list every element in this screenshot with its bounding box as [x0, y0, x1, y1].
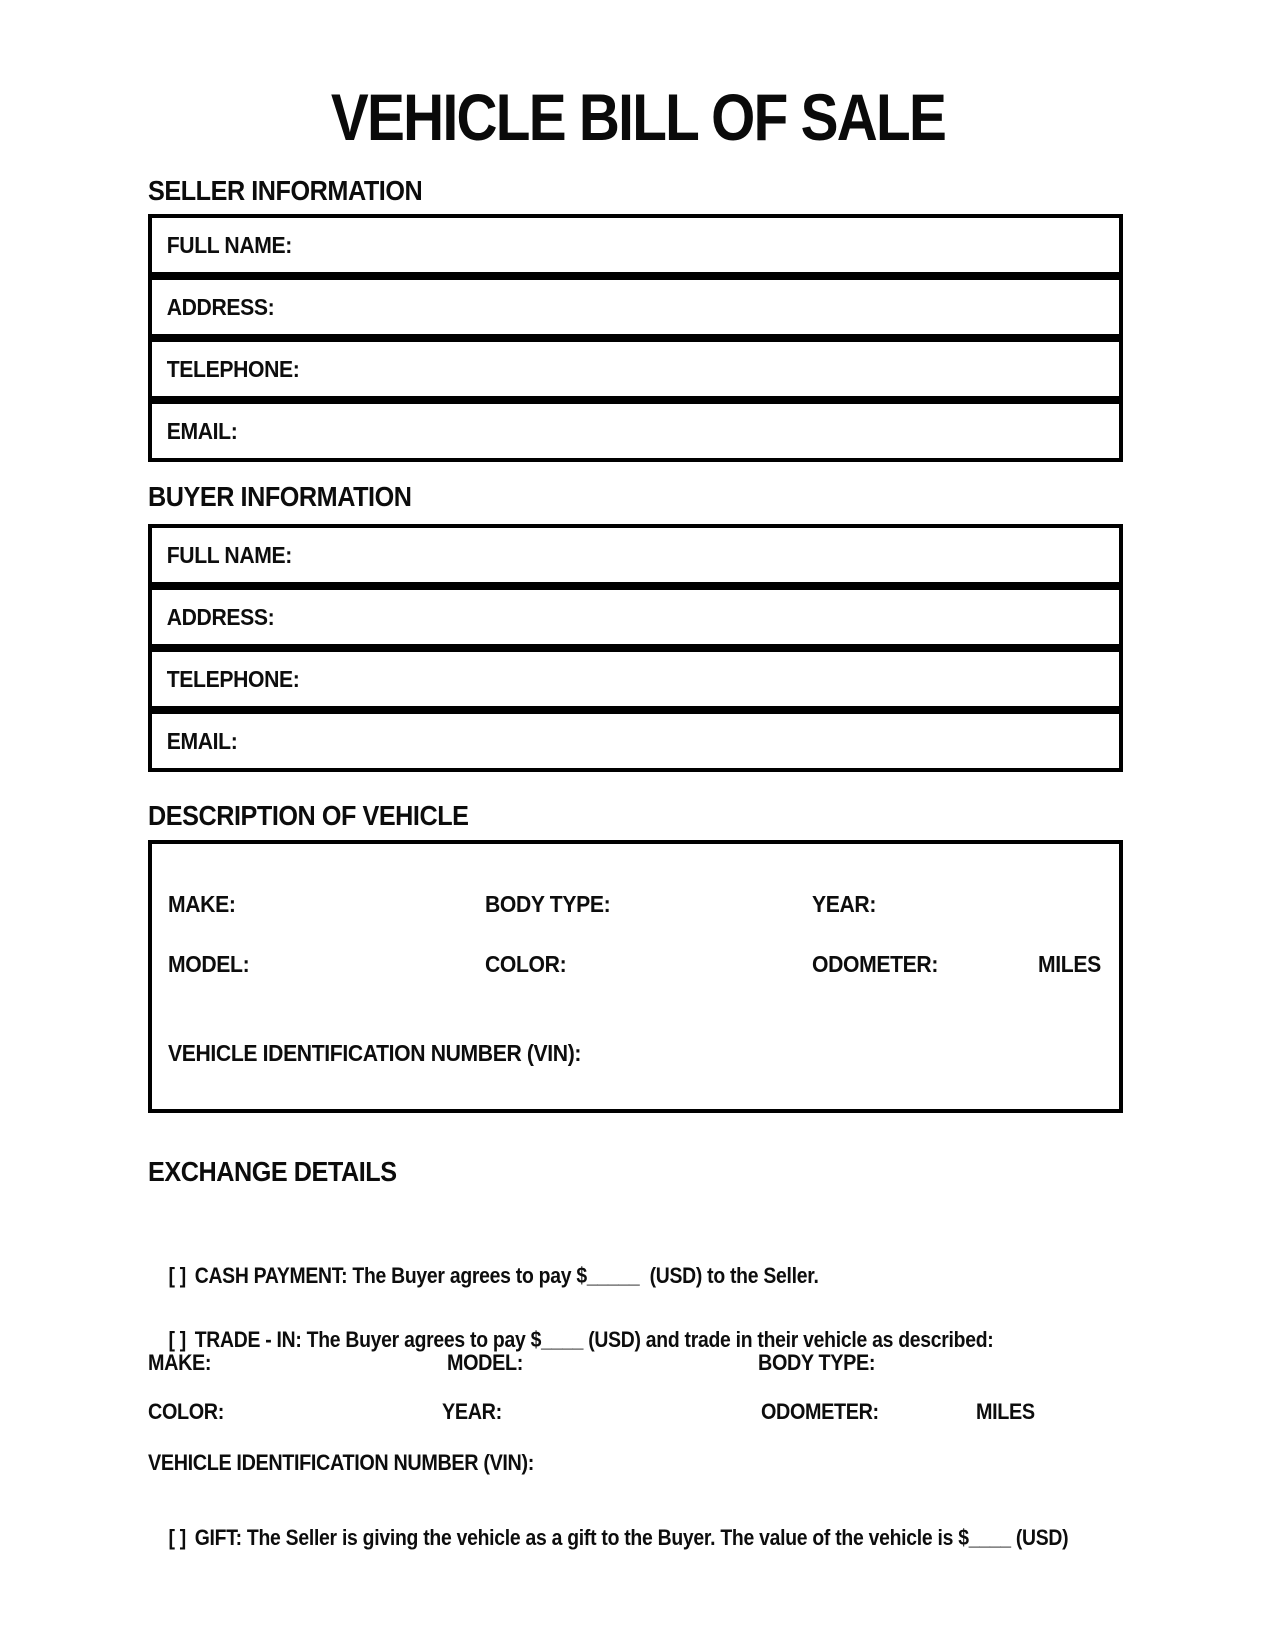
trade-vin-label: VEHICLE IDENTIFICATION NUMBER (VIN): — [148, 1450, 534, 1475]
gift-text: GIFT: The Seller is giving the vehicle as a gift to the Buyer. The value of the vehicle is $____ (USD) — [194, 1525, 1069, 1550]
trade-make-field[interactable] — [148, 1350, 438, 1384]
vehicle-body-type-label: BODY TYPE: — [485, 891, 611, 917]
seller-email-row — [148, 400, 1123, 462]
cash-payment-checkbox[interactable]: [ ] — [168, 1263, 186, 1288]
seller-address-label: ADDRESS: — [166, 293, 275, 320]
vehicle-model-field[interactable] — [168, 951, 468, 991]
trade-model-field[interactable] — [447, 1350, 747, 1384]
trade-odometer-label: ODOMETER: — [761, 1399, 879, 1424]
buyer-section-heading: BUYER INFORMATION — [148, 481, 412, 512]
buyer-telephone-row — [148, 648, 1123, 710]
seller-info-box — [148, 214, 1123, 462]
trade-body-type-field[interactable] — [758, 1350, 1098, 1384]
trade-color-label: COLOR: — [148, 1399, 224, 1424]
trade-body-type-label: BODY TYPE: — [758, 1350, 876, 1375]
vehicle-body-type-field[interactable] — [485, 891, 785, 931]
seller-fullname-row — [148, 214, 1123, 276]
buyer-email-label: EMAIL: — [166, 727, 238, 754]
buyer-address-input[interactable] — [285, 590, 1119, 644]
exchange-section-heading: EXCHANGE DETAILS — [148, 1156, 397, 1187]
vehicle-odometer-label: ODOMETER: — [812, 951, 938, 977]
buyer-address-label: ADDRESS: — [166, 603, 275, 630]
gift-checkbox[interactable]: [ ] — [168, 1525, 186, 1550]
vehicle-section-heading: DESCRIPTION OF VEHICLE — [148, 800, 469, 831]
trade-year-label: YEAR: — [442, 1399, 502, 1424]
buyer-email-input[interactable] — [245, 714, 1119, 768]
vehicle-year-label: YEAR: — [812, 891, 876, 917]
vehicle-color-label: COLOR: — [485, 951, 567, 977]
seller-fullname-label: FULL NAME: — [166, 231, 292, 258]
trade-odometer-field[interactable] — [761, 1399, 966, 1433]
vehicle-color-field[interactable] — [485, 951, 785, 991]
vehicle-make-field[interactable] — [168, 891, 468, 931]
seller-telephone-row — [148, 338, 1123, 400]
trade-miles-label: MILES — [976, 1399, 1035, 1424]
trade-in-checkbox[interactable]: [ ] — [168, 1327, 186, 1352]
vehicle-description-box — [148, 840, 1123, 1113]
vehicle-miles-label: MILES — [1038, 951, 1101, 977]
trade-year-field[interactable] — [442, 1399, 752, 1433]
buyer-info-box — [148, 524, 1123, 772]
buyer-fullname-label: FULL NAME: — [166, 541, 292, 568]
vehicle-model-label: MODEL: — [168, 951, 250, 977]
seller-email-label: EMAIL: — [166, 417, 238, 444]
seller-address-input[interactable] — [285, 280, 1119, 334]
trade-in-text: TRADE - IN: The Buyer agrees to pay $____ (USD) and trade in their vehicle as described: — [194, 1327, 994, 1352]
trade-color-field[interactable] — [148, 1399, 433, 1433]
vehicle-year-field[interactable] — [812, 891, 1102, 931]
trade-model-label: MODEL: — [447, 1350, 523, 1375]
seller-address-row — [148, 276, 1123, 338]
page-title: VEHICLE BILL OF SALE — [330, 80, 946, 154]
seller-telephone-label: TELEPHONE: — [166, 355, 300, 382]
buyer-fullname-input[interactable] — [304, 528, 1119, 582]
seller-section-heading: SELLER INFORMATION — [148, 175, 423, 206]
buyer-telephone-label: TELEPHONE: — [166, 665, 300, 692]
gift-option — [148, 1500, 1068, 1575]
seller-telephone-input[interactable] — [312, 342, 1119, 396]
vehicle-vin-field[interactable] — [168, 1040, 1108, 1080]
seller-fullname-input[interactable] — [304, 218, 1119, 272]
vehicle-odometer-field[interactable] — [812, 951, 1027, 991]
buyer-telephone-input[interactable] — [312, 652, 1119, 706]
vehicle-vin-label: VEHICLE IDENTIFICATION NUMBER (VIN): — [168, 1040, 582, 1066]
vehicle-miles-unit — [1038, 951, 1118, 991]
seller-email-input[interactable] — [245, 404, 1119, 458]
trade-vin-field[interactable] — [148, 1450, 1088, 1484]
trade-make-label: MAKE: — [148, 1350, 212, 1375]
cash-payment-text: CASH PAYMENT: The Buyer agrees to pay $_____ (USD) to the Seller. — [194, 1263, 819, 1288]
trade-miles-unit — [976, 1399, 1066, 1433]
buyer-fullname-row — [148, 524, 1123, 586]
vehicle-make-label: MAKE: — [168, 891, 236, 917]
buyer-email-row — [148, 710, 1123, 772]
buyer-address-row — [148, 586, 1123, 648]
